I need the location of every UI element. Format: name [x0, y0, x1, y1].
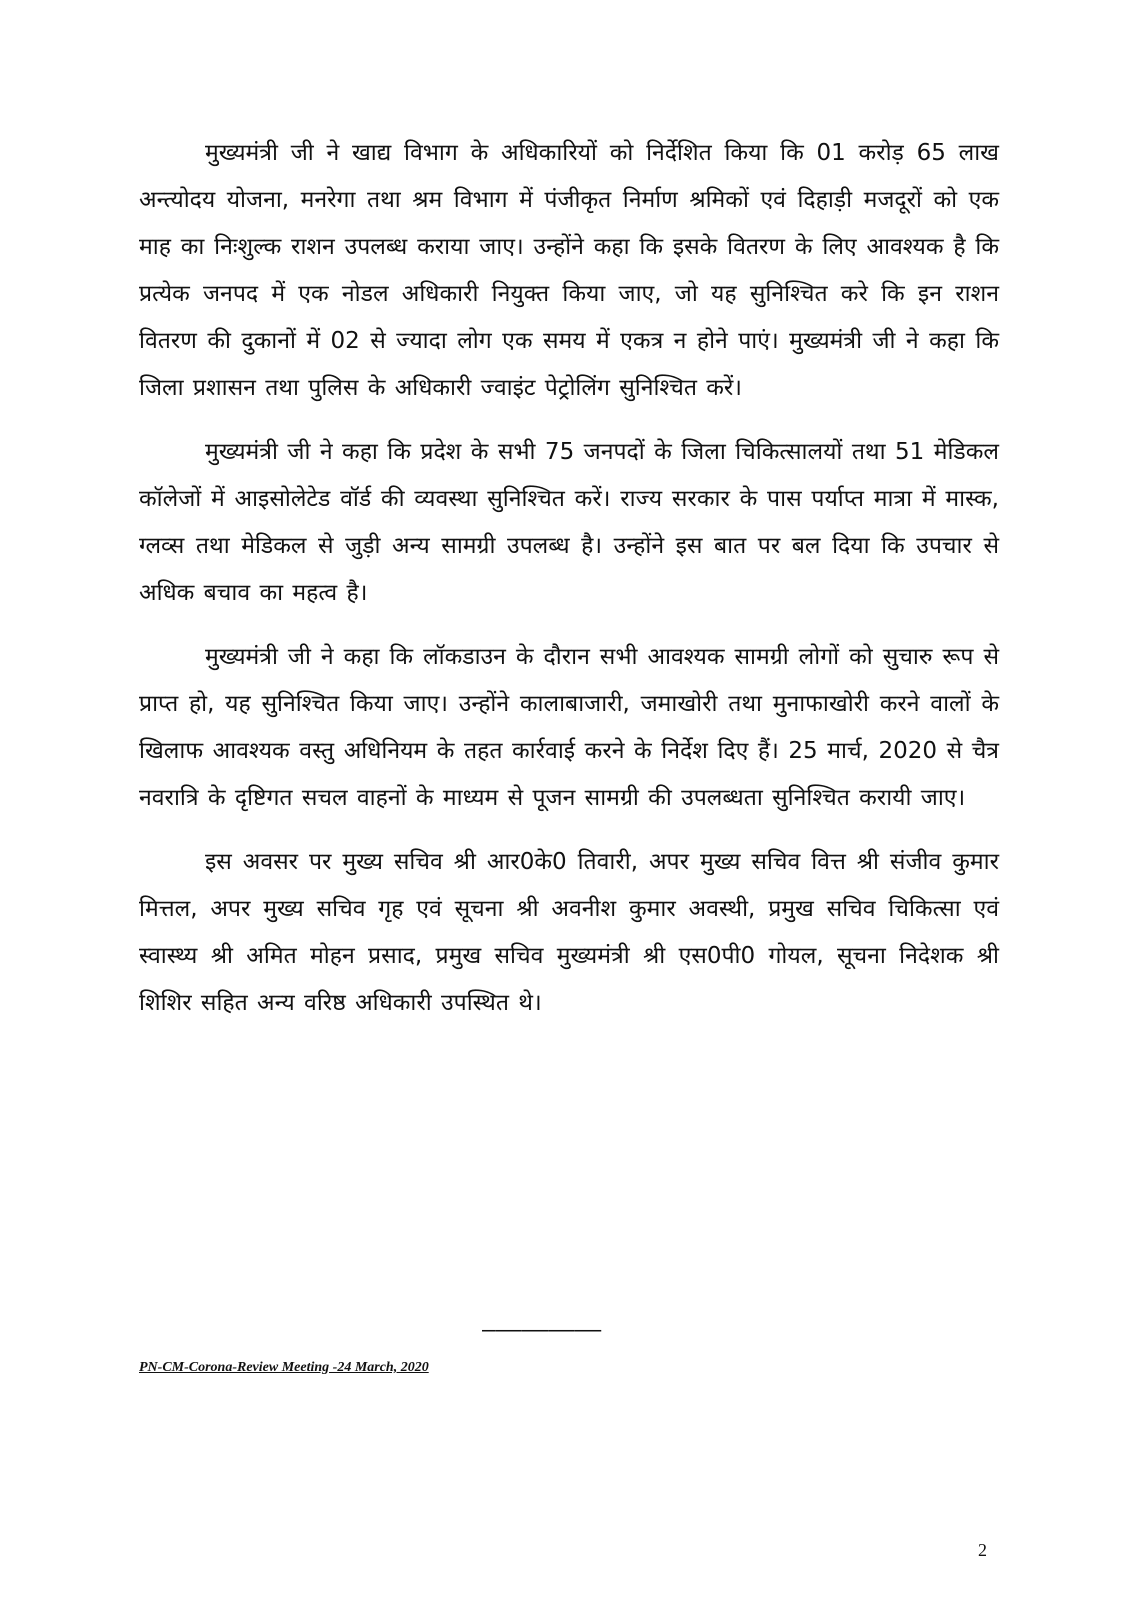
paragraph-ration-distribution: मुख्यमंत्री जी ने खाद्य विभाग के अधिकारियों को निर्देशित किया कि 01 करोड़ 65 लाख अन्त्योदय योजना, मनरेगा तथा श्रम विभाग में पंजीकृत निर्माण श्रमिकों एवं दिहाड़ी मजदूरों को एक माह का निःशुल्क राशन उपलब्ध कराया जाए। उन्होंने कहा कि इसके वितरण के लिए आवश्यक है कि प्रत्येक जनपद में एक नोडल अधिकारी नियुक्त किया जाए, जो यह सुनिश्चित करे कि इन राशन वितरण की दुकानों में 02 से ज्यादा लोग एक समय में एकत्र न होने पाएं। मुख्यमंत्री जी ने कहा कि जिला प्रशासन तथा पुलिस के अधिकारी ज्वाइंट पेट्रोलिंग सुनिश्चित करें। [139, 140, 999, 401]
paragraph-officials-present: इस अवसर पर मुख्य सचिव श्री आर0के0 तिवारी, अपर मुख्य सचिव वित्त श्री संजीव कुमार मित्तल, अपर मुख्य सचिव गृह एवं सूचना श्री अवनीश कुमार अवस्थी, प्रमुख सचिव चिकित्सा एवं स्वास्थ्य श्री अमित मोहन प्रसाद, प्रमुख सचिव मुख्यमंत्री श्री एस0पी0 गोयल, सूचना निदेशक श्री शिशिर सहित अन्य वरिष्ठ अधिकारी उपस्थित थे। [139, 849, 999, 1016]
body-text [139, 130, 999, 1044]
document-reference: PN-CM-Corona-Review Meeting -24 March, 2020 [139, 1360, 429, 1375]
page-number: 2 [978, 1540, 987, 1560]
paragraph-lockdown-supplies: मुख्यमंत्री जी ने कहा कि लॉकडाउन के दौरान सभी आवश्यक सामग्री लोगों को सुचारु रूप से प्राप्त हो, यह सुनिश्चित किया जाए। उन्होंने कालाबाजारी, जमाखोरी तथा मुनाफाखोरी करने वालों के खिलाफ आवश्यक वस्तु अधिनियम के तहत कार्रवाई करने के निर्देश दिए हैं। 25 मार्च, 2020 से चैत्र नवरात्रि के दृष्टिगत सचल वाहनों के माध्यम से पूजन सामग्री की उपलब्धता सुनिश्चित करायी जाए। [139, 644, 999, 811]
section-divider: ————————— [482, 1318, 602, 1343]
paragraph-isolation-wards: मुख्यमंत्री जी ने कहा कि प्रदेश के सभी 75 जनपदों के जिला चिकित्सालयों तथा 51 मेडिकल कॉलेजों में आइसोलेटेड वॉर्ड की व्यवस्था सुनिश्चित करें। राज्य सरकार के पास पर्याप्त मात्रा में मास्क, ग्लव्स तथा मेडिकल से जुड़ी अन्य सामग्री उपलब्ध है। उन्होंने इस बात पर बल दिया कि उपचार से अधिक बचाव का महत्व है। [139, 439, 999, 606]
